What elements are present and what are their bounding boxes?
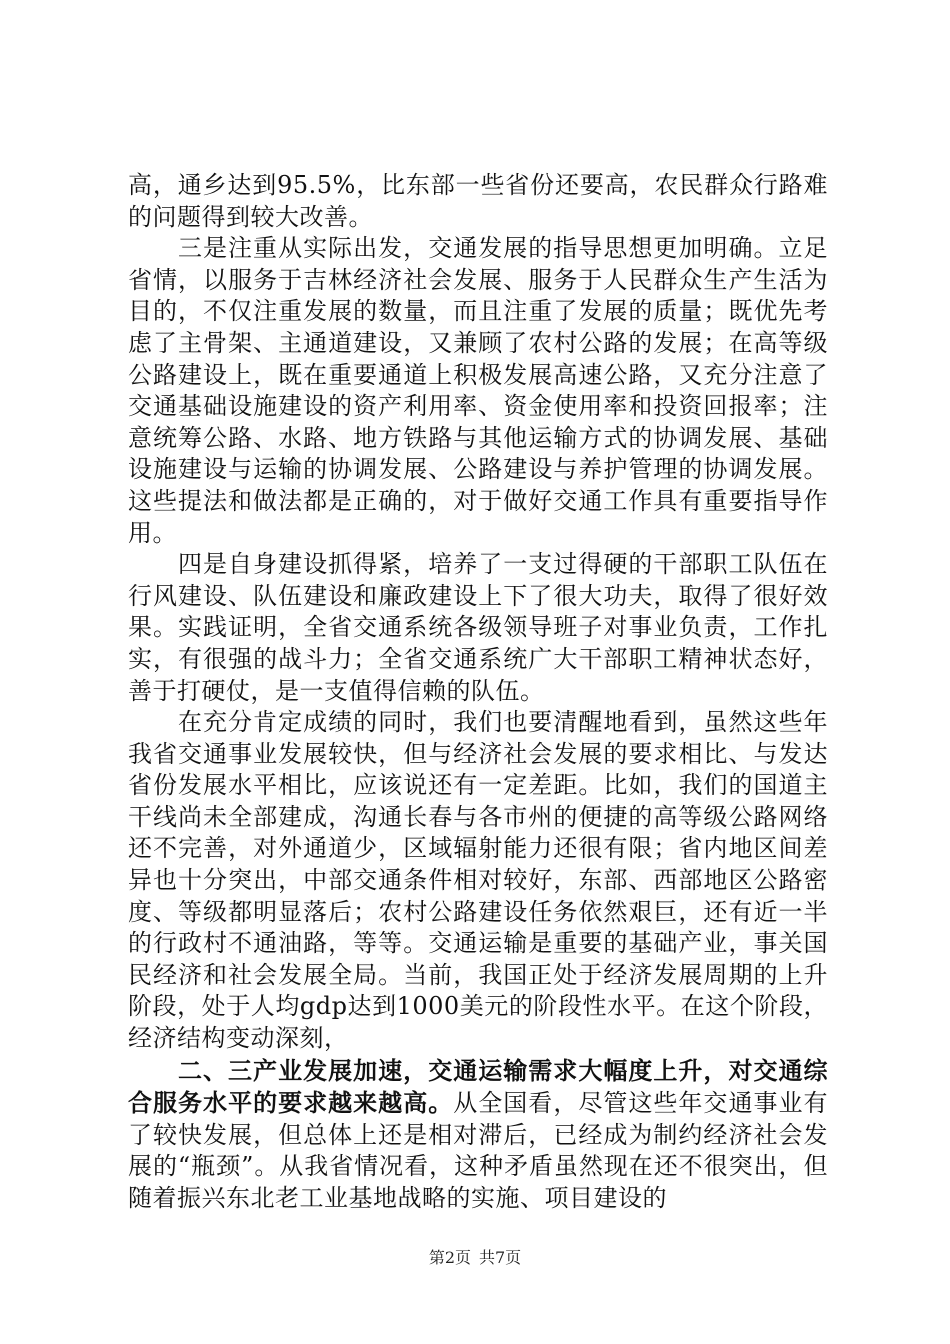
paragraph-continuation: 高，通乡达到95.5%，比东部一些省份还要高，农民群众行路难的问题得到较大改善。 [128,171,828,231]
paragraph-point-four: 四是自身建设抓得紧，培养了一支过得硬的干部职工队伍在行风建设、队伍建设和廉政建设上下了很大功夫，取得了很好效果。实践证明，全省交通系统各级领导班子对事业负责，工作扎实，有很强的战斗力；全省交通系统广大干部职工精神状态好，善于打硬仗，是一支值得信赖的队伍。 [128,550,828,705]
page-total: 共7页 [479,1248,522,1267]
section-two-heading: 二、三产业发展加速，交通运输需求大幅度上升，对交通综合服务水平的要求越来越高。 [128,1055,828,1118]
paragraph-point-three: 三是注重从实际出发，交通发展的指导思想更加明确。立足省情，以服务于吉林经济社会发展、服务于人民群众生产生活为目的，不仅注重发展的数量，而且注重了发展的质量；既优先考虑了主骨架、主通道建设，又兼顾了农村公路的发展；在高等级公路建设上，既在重要通道上积极发展高速公路，又充分注意了交通基础设施建设的资产利用率、资金使用率和投资回报率；注意统筹公路、水路、地方铁路与其他运输方式的协调发展、基础设施建设与运输的协调发展、公路建设与养护管理的协调发展。这些提法和做法都是正确的，对于做好交通工作具有重要指导作用。 [128,234,828,547]
page-number: 第2页 [428,1248,471,1267]
document-body [128,170,828,1215]
section-two-text: 从全国看，尽管这些年交通事业有了较快发展，但总体上还是相对滞后，已经成为制约经济社会发展的“瓶颈”。从我省情况看，这种矛盾虽然现在还不很突出，但随着振兴东北老工业基地战略的实施、项目建设的 [128,1089,829,1212]
page-footer [0,1245,950,1268]
paragraph-shortcomings: 在充分肯定成绩的同时，我们也要清醒地看到，虽然这些年我省交通事业发展较快，但与经济社会发展的要求相比、与发达省份发展水平相比，应该说还有一定差距。比如，我们的国道主干线尚未全部建成，沟通长春与各市州的便捷的高等级公路网络还不完善，对外通道少，区域辐射能力还很有限；省内地区间差异也十分突出，中部交通条件相对较好，东部、西部地区公路密度、等级都明显落后；农村公路建设任务依然艰巨，还有近一半的行政村不通油路，等等。交通运输是重要的基础产业，事关国民经济和社会发展全局。当前，我国正处于经济发展周期的上升阶段，处于人均gdp达到1000美元的阶段性水平。在这个阶段，经济结构变动深刻， [128,708,828,1053]
paragraph-section-two [128,1055,828,1215]
